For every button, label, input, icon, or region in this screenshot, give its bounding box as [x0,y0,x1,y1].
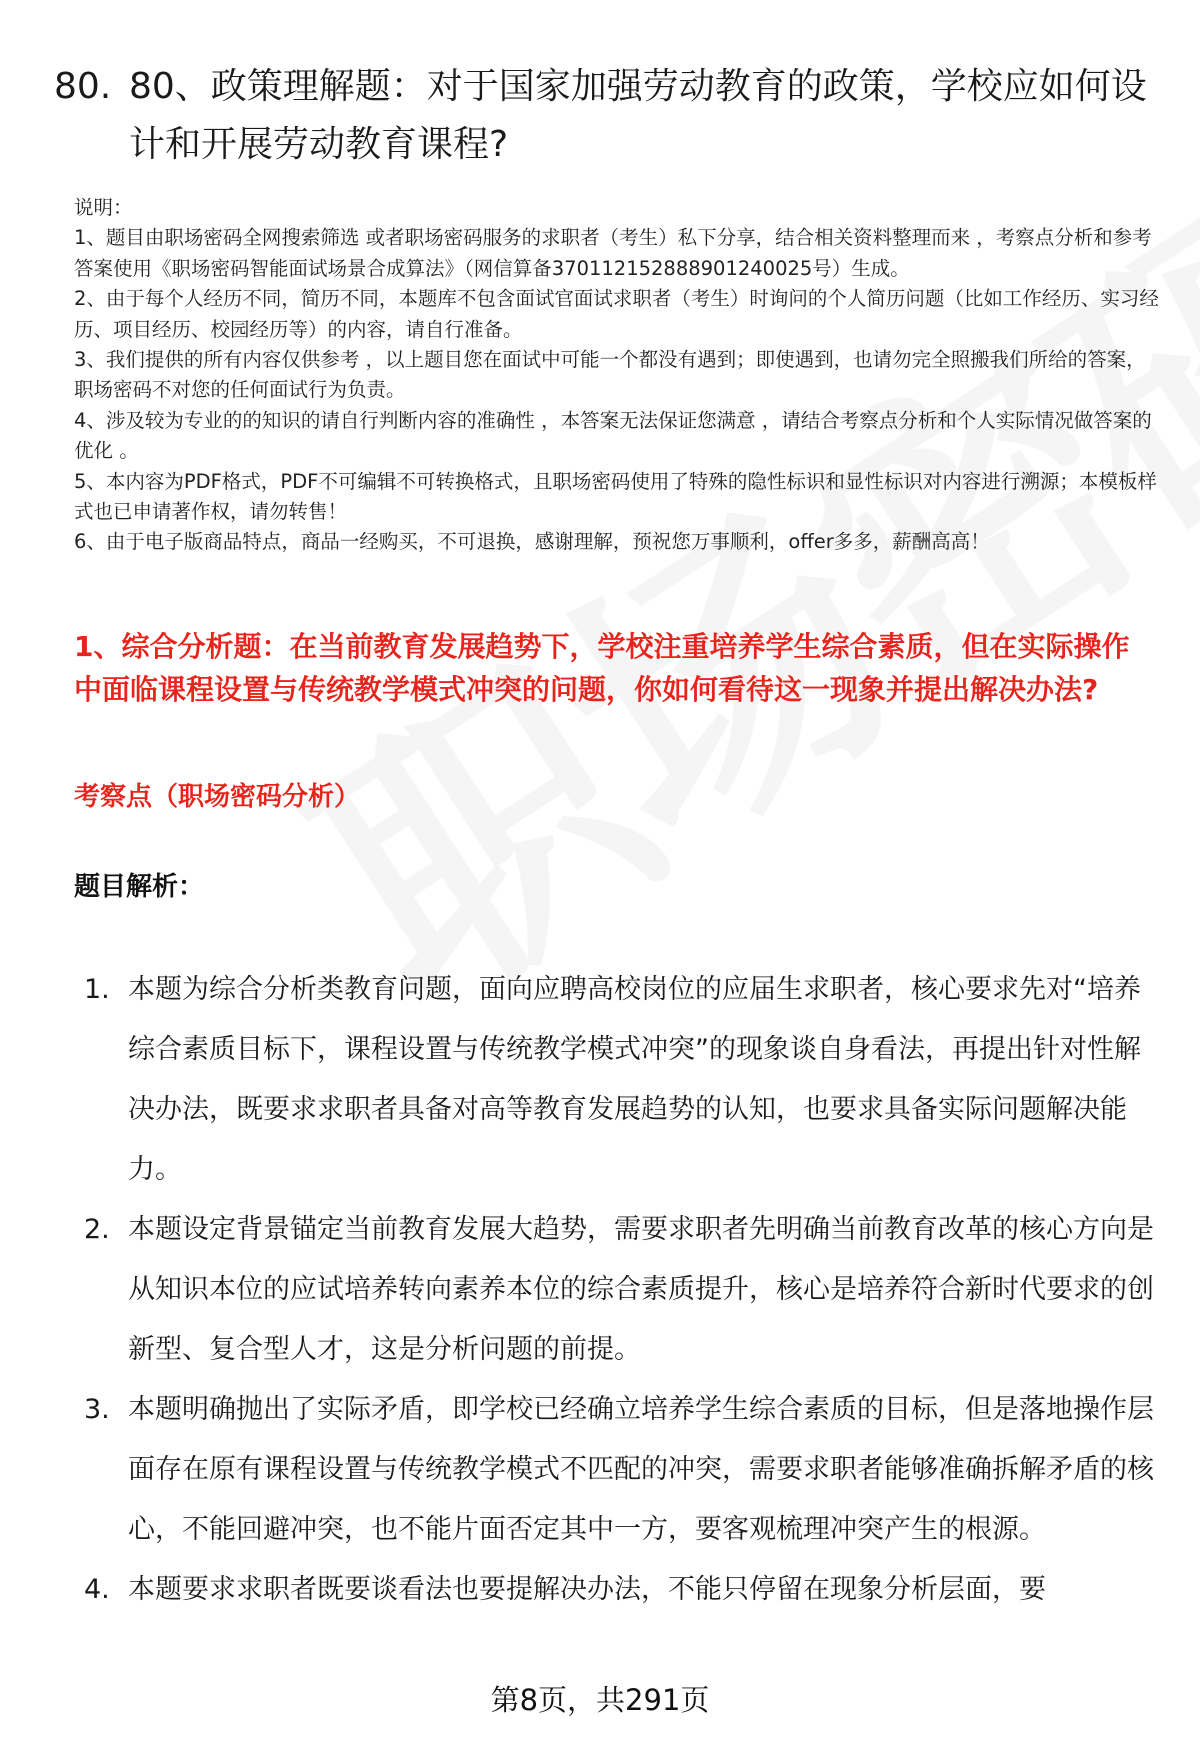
note-item: 3、我们提供的所有内容仅供参考 ，以上题目您在面试中可能一个都没有遇到；即使遇到，也请勿完全照搬我们所给的答案，职场密码不对您的任何面试行为负责。 [74,348,1146,402]
analysis-item [84,960,1154,1200]
analysis-item-number: 4. [84,1574,110,1605]
analysis-item [84,1200,1154,1380]
note-item: 2、由于每个人经历不同，简历不同，本题库不包含面试官面试求职者（考生）时询问的个人简历问题（比如工作经历、实习经历、项目经历、校园经历等）的内容，请自行准备。 [74,287,1159,341]
note-item: 1、题目由职场密码全网搜索筛选 或者职场密码服务的求职者（考生）私下分享，结合相关资料整理而来 ，考察点分析和参考答案使用《职场密码智能面试场景合成算法》（网信算备370112152888901240025号）生成。 [74,226,1152,280]
analysis-item-text: 本题要求求职者既要谈看法也要提解决办法，不能只停留在现象分析层面，要 [128,1574,1046,1605]
analysis-item-text: 本题明确抛出了实际矛盾，即学校已经确立培养学生综合素质的目标，但是落地操作层面存在原有课程设置与传统教学模式不匹配的冲突，需要求职者能够准确拆解矛盾的核心，不能回避冲突，也不能片面否定其中一方，要客观梳理冲突产生的根源。 [128,1394,1154,1545]
analysis-item [84,1560,1154,1620]
note-item: 4、涉及较为专业的的知识的请自行判断内容的准确性 ，本答案无法保证您满意 ，请结合考察点分析和个人实际情况做答案的优化 。 [74,408,1152,463]
question-title: 1、综合分析题：在当前教育发展趋势下，学校注重培养学生综合素质，但在实际操作中面临课程设置与传统教学模式冲突的问题，你如何看待这一现象并提出解决办法? [74,630,1130,706]
focus-heading: 考察点（职场密码分析） [74,782,361,812]
note-item: 5、本内容为PDF格式，PDF不可编辑不可转换格式，且职场密码使用了特殊的隐性标识和显性标识对内容进行溯源；本模板样式也已申请著作权，请勿转售！ [74,469,1157,524]
title-text: 80、政策理解题：对于国家加强劳动教育的政策，学校应如何设计和开展劳动教育课程? [129,66,1147,165]
analysis-item-number: 2. [84,1214,110,1245]
page-number: 第8页，共291页 [490,1683,710,1717]
analysis-heading: 题目解析： [74,872,205,902]
analysis-item [84,1380,1154,1560]
page-title [54,58,1154,174]
title-number: 80. [54,66,112,107]
analysis-item-text: 本题为综合分析类教育问题，面向应聘高校岗位的应届生求职者，核心要求先对“培养综合素质目标下，课程设置与传统教学模式冲突”的现象谈自身看法，再提出针对性解决办法，既要求求职者具备对高等教育发展趋势的认知，也要求具备实际问题解决能力。 [128,974,1141,1185]
disclaimer-notes [74,193,1164,558]
analysis-item-text: 本题设定背景锚定当前教育发展大趋势，需要求职者先明确当前教育改革的核心方向是从知识本位的应试培养转向素养本位的综合素质提升，核心是培养符合新时代要求的创新型、复合型人才，这是分析问题的前提。 [128,1214,1154,1365]
notes-heading: 说明： [74,196,133,219]
analysis-item-number: 1. [84,974,110,1005]
note-item: 6、由于电子版商品特点，商品一经购买，不可退换，感谢理解，预祝您万事顺利，offer多多，薪酬高高！ [74,530,990,554]
analysis-list [84,960,1154,1620]
analysis-item-number: 3. [84,1394,110,1425]
